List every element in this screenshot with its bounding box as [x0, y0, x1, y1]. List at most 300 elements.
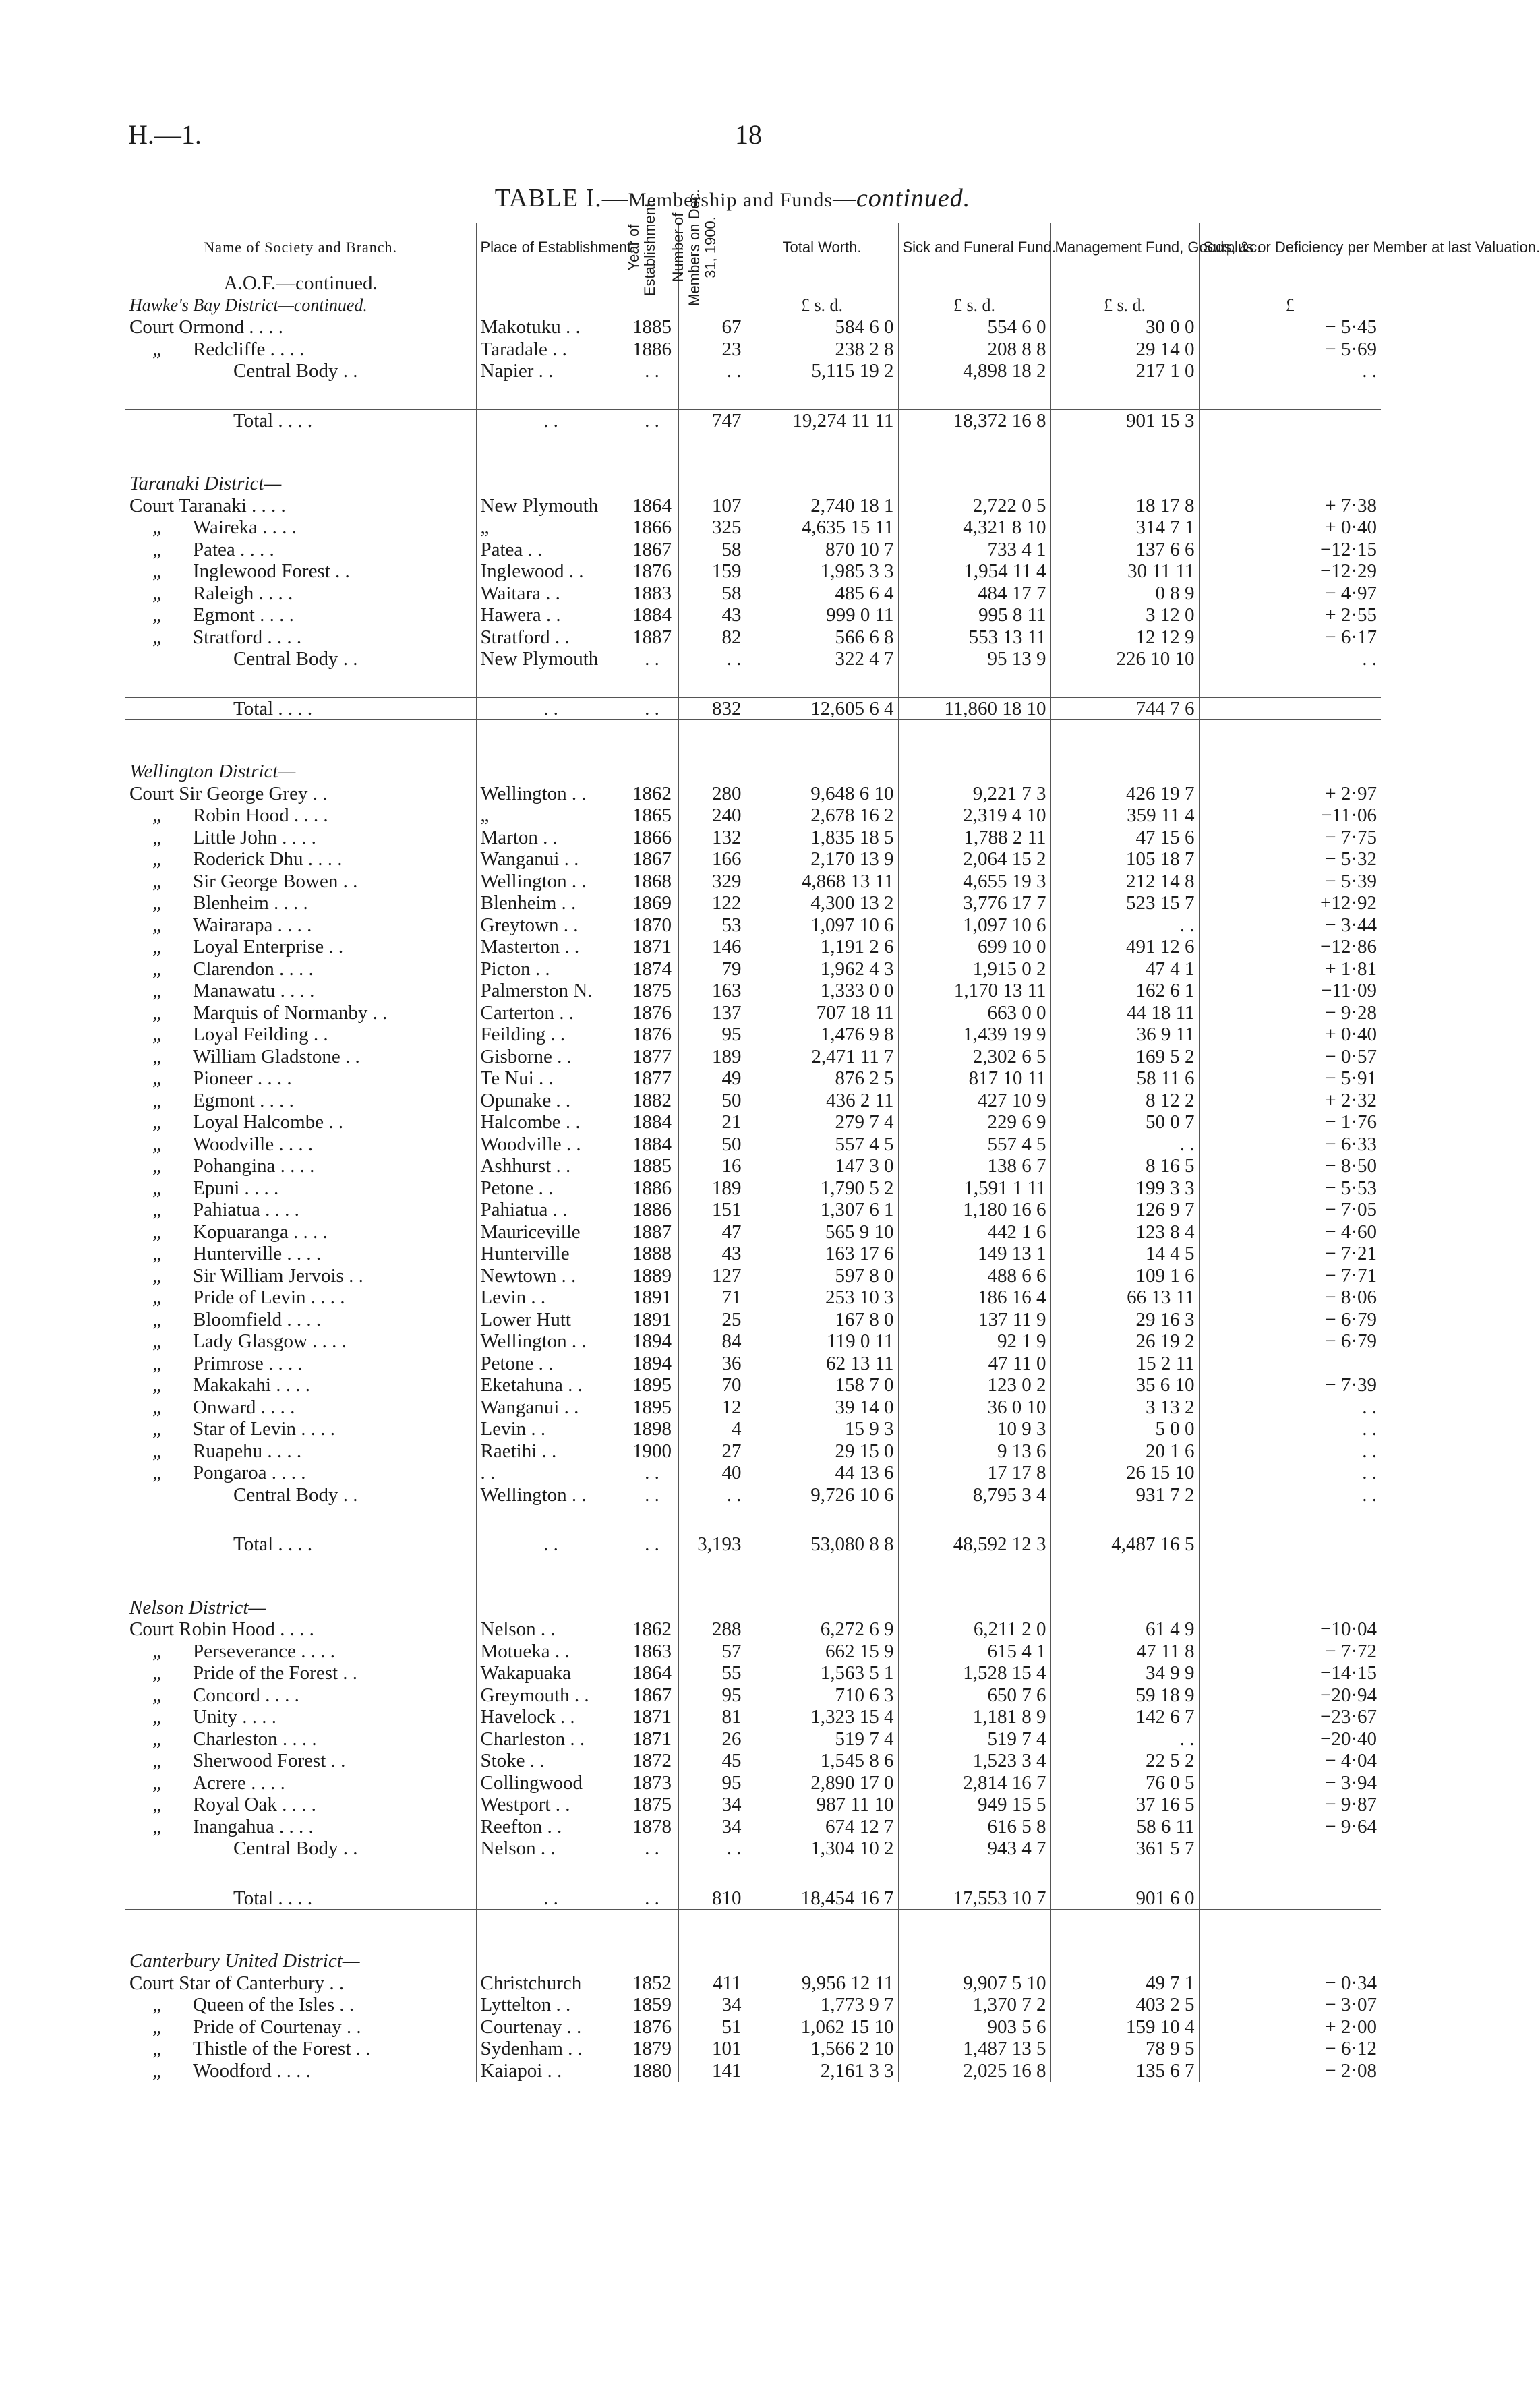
- table-row: [125, 1046, 1381, 1068]
- ditto-mark: „: [152, 1199, 164, 1221]
- total-worth-cell: 2,678 16 2: [746, 804, 898, 827]
- members-cell: 137: [678, 1002, 746, 1024]
- total-worth-cell: 1,962 4 3: [746, 958, 898, 980]
- branch-label: Court Robin Hood . . . .: [129, 1618, 314, 1640]
- blank-cell: [125, 1910, 476, 1951]
- management-cell: 137 6 6: [1050, 539, 1199, 561]
- total-worth-cell: 279 7 4: [746, 1111, 898, 1134]
- management-cell: 4,487 16 5: [1050, 1533, 1199, 1556]
- management-cell: 359 11 4: [1050, 804, 1199, 827]
- year-cell: 1891: [626, 1309, 678, 1331]
- blank-cell: [1050, 382, 1199, 410]
- table-row: [125, 560, 1381, 583]
- ditto-mark: „: [152, 1684, 164, 1706]
- year-cell: 1867: [626, 848, 678, 871]
- table-row: [125, 1111, 1381, 1134]
- branch-label: Charleston . . . .: [193, 1728, 317, 1750]
- sick-funeral-cell: 733 4 1: [898, 539, 1050, 561]
- ditto-mark: „: [152, 582, 164, 604]
- total-label: Total . . . .: [125, 1533, 476, 1556]
- management-cell: 18 17 8: [1050, 495, 1199, 517]
- total-worth-cell: 707 18 11: [746, 1002, 898, 1024]
- table-row: [125, 1484, 1381, 1506]
- sick-funeral-cell: 208 8 8: [898, 339, 1050, 361]
- district-row: [125, 1950, 1381, 1972]
- table-row: [125, 892, 1381, 914]
- year-cell: 1875: [626, 980, 678, 1002]
- col-members-text: Number of Members on Dec. 31, 1900.: [669, 189, 719, 306]
- blank-cell: [678, 1910, 746, 1951]
- members-cell: 325: [678, 517, 746, 539]
- year-cell: 1859: [626, 1994, 678, 2016]
- place-cell: Wellington . .: [476, 1484, 626, 1506]
- col-surplus-header: Surplus or Deficiency per Member at last Valuation.: [1199, 223, 1381, 272]
- ditto-mark: „: [152, 826, 164, 848]
- branch-name: [125, 1706, 476, 1728]
- branch-label: Pongaroa . . . .: [193, 1462, 306, 1483]
- year-cell: 1886: [626, 1177, 678, 1200]
- table-row: [125, 936, 1381, 958]
- sick-funeral-cell: 1,591 1 11: [898, 1177, 1050, 1200]
- place-cell: Christchurch: [476, 1972, 626, 1995]
- blank-cell: [125, 1860, 476, 1887]
- place-cell: Charleston . .: [476, 1728, 626, 1751]
- management-cell: 426 19 7: [1050, 783, 1199, 805]
- blank-cell: [626, 432, 678, 473]
- branch-name: [125, 1418, 476, 1440]
- branch-name: [125, 1090, 476, 1112]
- money-units: [898, 1597, 1050, 1619]
- money-units: [1050, 473, 1199, 495]
- total-label: Total . . . .: [125, 697, 476, 720]
- place-cell: Eketahuna . .: [476, 1374, 626, 1397]
- branch-label: Waireka . . . .: [193, 517, 297, 538]
- members-cell: 747: [678, 409, 746, 432]
- surplus-cell: + 2·00: [1199, 2016, 1381, 2038]
- sick-funeral-cell: 1,523 3 4: [898, 1750, 1050, 1772]
- ditto-mark: „: [152, 1287, 164, 1308]
- surplus-cell: − 7·75: [1199, 827, 1381, 849]
- spacer-row: [125, 670, 1381, 698]
- table-row: [125, 1353, 1381, 1375]
- management-cell: 5 0 0: [1050, 1418, 1199, 1440]
- branch-name: [125, 1440, 476, 1463]
- total-worth-cell: 238 2 8: [746, 339, 898, 361]
- branch-name: [125, 539, 476, 561]
- members-cell: 43: [678, 1243, 746, 1265]
- sick-funeral-cell: 943 4 7: [898, 1838, 1050, 1860]
- management-cell: 162 6 1: [1050, 980, 1199, 1002]
- total-worth-cell: 29 15 0: [746, 1440, 898, 1463]
- blank-cell: [476, 432, 626, 473]
- members-cell: 189: [678, 1046, 746, 1068]
- year-cell: 1900: [626, 1440, 678, 1463]
- sick-funeral-cell: 4,655 19 3: [898, 871, 1050, 893]
- surplus-cell: + 2·97: [1199, 783, 1381, 805]
- sick-funeral-cell: 427 10 9: [898, 1090, 1050, 1112]
- place-cell: Woodville . .: [476, 1134, 626, 1156]
- branch-name: [125, 316, 476, 339]
- branch-label: Woodville . . . .: [193, 1133, 314, 1155]
- management-cell: 159 10 4: [1050, 2016, 1199, 2038]
- place-cell: Makotuku . .: [476, 316, 626, 339]
- year-cell: 1889: [626, 1265, 678, 1287]
- management-cell: 314 7 1: [1050, 517, 1199, 539]
- place-cell: Gisborne . .: [476, 1046, 626, 1068]
- blank-cell: [1199, 382, 1381, 410]
- members-cell: 26: [678, 1728, 746, 1751]
- branch-name: [125, 1994, 476, 2016]
- year-cell: 1886: [626, 1199, 678, 1221]
- sick-funeral-cell: 1,097 10 6: [898, 914, 1050, 937]
- management-cell: 49 7 1: [1050, 1972, 1199, 1995]
- place-cell: . .: [476, 1887, 626, 1910]
- blank-cell: [476, 1860, 626, 1887]
- management-cell: 58 6 11: [1050, 1816, 1199, 1838]
- surplus-cell: [1199, 409, 1381, 432]
- total-worth-cell: 1,563 5 1: [746, 1662, 898, 1684]
- surplus-cell: −12·15: [1199, 539, 1381, 561]
- table-row: [125, 626, 1381, 649]
- surplus-cell: [1199, 1533, 1381, 1556]
- place-cell: Greytown . .: [476, 914, 626, 937]
- sick-funeral-cell: 95 13 9: [898, 648, 1050, 670]
- place-cell: Blenheim . .: [476, 892, 626, 914]
- members-cell: . .: [678, 1484, 746, 1506]
- total-worth-cell: 1,097 10 6: [746, 914, 898, 937]
- total-worth-cell: 662 15 9: [746, 1641, 898, 1663]
- management-cell: 361 5 7: [1050, 1838, 1199, 1860]
- members-cell: 127: [678, 1265, 746, 1287]
- table-row: [125, 1972, 1381, 1995]
- year-cell: 1866: [626, 827, 678, 849]
- total-row: [125, 697, 1381, 720]
- branch-label: Thistle of the Forest . .: [193, 2038, 371, 2059]
- surplus-cell: . .: [1199, 1462, 1381, 1484]
- management-cell: 403 2 5: [1050, 1994, 1199, 2016]
- branch-name: [125, 1794, 476, 1816]
- surplus-cell: + 2·32: [1199, 1090, 1381, 1112]
- blank-cell: [1199, 272, 1381, 295]
- place-cell: Levin . .: [476, 1287, 626, 1309]
- surplus-cell: − 3·07: [1199, 1994, 1381, 2016]
- year-cell: 1878: [626, 1816, 678, 1838]
- blank-cell: [626, 1506, 678, 1533]
- money-units: [746, 1950, 898, 1972]
- sick-funeral-cell: 2,319 4 10: [898, 804, 1050, 827]
- blank-cell: [125, 670, 476, 698]
- money-units: [746, 1597, 898, 1619]
- year-cell: . .: [626, 409, 678, 432]
- surplus-cell: −12·86: [1199, 936, 1381, 958]
- members-cell: 81: [678, 1706, 746, 1728]
- place-cell: . .: [476, 1462, 626, 1484]
- branch-name: [125, 1728, 476, 1751]
- table-row: [125, 1706, 1381, 1728]
- table-body: [125, 272, 1381, 2082]
- branch-label: Ruapehu . . . .: [193, 1440, 302, 1462]
- place-cell: „: [476, 804, 626, 827]
- total-worth-cell: 1,062 15 10: [746, 2016, 898, 2038]
- money-units: [746, 761, 898, 783]
- surplus-cell: − 4·04: [1199, 1750, 1381, 1772]
- section-gap: [125, 432, 1381, 473]
- page-number: 18: [735, 119, 762, 150]
- management-cell: 26 15 10: [1050, 1462, 1199, 1484]
- year-cell: 1898: [626, 1418, 678, 1440]
- ditto-mark: „: [152, 1994, 164, 2016]
- total-row: [125, 1533, 1381, 1556]
- blank-cell: [626, 1910, 678, 1951]
- table-row: [125, 1838, 1381, 1860]
- ditto-mark: „: [152, 1111, 164, 1133]
- money-units: £ s. d.: [898, 295, 1050, 317]
- place-cell: Palmerston N.: [476, 980, 626, 1002]
- year-cell: 1883: [626, 583, 678, 605]
- blank-cell: [125, 720, 476, 761]
- branch-name: [125, 1838, 476, 1860]
- members-cell: 95: [678, 1772, 746, 1794]
- surplus-cell: − 7·05: [1199, 1199, 1381, 1221]
- total-worth-cell: 870 10 7: [746, 539, 898, 561]
- members-cell: 34: [678, 1816, 746, 1838]
- section-gap: [125, 1556, 1381, 1597]
- year-cell: . .: [626, 1533, 678, 1556]
- surplus-cell: − 3·94: [1199, 1772, 1381, 1794]
- branch-name: [125, 1002, 476, 1024]
- year-cell: 1863: [626, 1641, 678, 1663]
- sick-funeral-cell: 488 6 6: [898, 1265, 1050, 1287]
- blank-cell: [1050, 1860, 1199, 1887]
- members-cell: 832: [678, 697, 746, 720]
- sick-funeral-cell: 229 6 9: [898, 1111, 1050, 1134]
- year-cell: 1862: [626, 783, 678, 805]
- sick-funeral-cell: 616 5 8: [898, 1816, 1050, 1838]
- surplus-cell: [1199, 1353, 1381, 1375]
- year-cell: 1895: [626, 1397, 678, 1419]
- blank-cell: [898, 1556, 1050, 1597]
- branch-name: [125, 1177, 476, 1200]
- members-cell: 280: [678, 783, 746, 805]
- surplus-cell: −11·06: [1199, 804, 1381, 827]
- surplus-cell: − 6·79: [1199, 1330, 1381, 1353]
- sick-funeral-cell: 949 15 5: [898, 1794, 1050, 1816]
- surplus-cell: − 1·76: [1199, 1111, 1381, 1134]
- total-worth-cell: 1,191 2 6: [746, 936, 898, 958]
- sick-funeral-cell: 1,487 13 5: [898, 2038, 1050, 2060]
- table-row: [125, 2016, 1381, 2038]
- members-cell: 16: [678, 1155, 746, 1177]
- members-cell: . .: [678, 1838, 746, 1860]
- management-cell: 135 6 7: [1050, 2060, 1199, 2082]
- place-cell: New Plymouth: [476, 648, 626, 670]
- surplus-cell: . .: [1199, 1397, 1381, 1419]
- total-worth-cell: 674 12 7: [746, 1816, 898, 1838]
- blank-cell: [626, 761, 678, 783]
- branch-label: Redcliffe . . . .: [193, 338, 305, 360]
- total-worth-cell: 1,323 15 4: [746, 1706, 898, 1728]
- management-cell: 0 8 9: [1050, 583, 1199, 605]
- table-row: [125, 1728, 1381, 1751]
- branch-name: [125, 1243, 476, 1265]
- branch-label: Woodford . . . .: [193, 2059, 311, 2082]
- sick-funeral-cell: 553 13 11: [898, 626, 1050, 649]
- year-cell: 1872: [626, 1750, 678, 1772]
- management-cell: 8 12 2: [1050, 1090, 1199, 1112]
- management-cell: 3 12 0: [1050, 604, 1199, 626]
- year-cell: 1852: [626, 1972, 678, 1995]
- sick-funeral-cell: 615 4 1: [898, 1641, 1050, 1663]
- sick-funeral-cell: 650 7 6: [898, 1684, 1050, 1707]
- col-management-header: Management Fund, Goods, &c.: [1050, 223, 1199, 272]
- blank-cell: [476, 1910, 626, 1951]
- sick-funeral-cell: 1,528 15 4: [898, 1662, 1050, 1684]
- total-worth-cell: 2,161 3 3: [746, 2060, 898, 2082]
- year-cell: 1864: [626, 1662, 678, 1684]
- year-cell: 1886: [626, 339, 678, 361]
- table-row: [125, 1618, 1381, 1641]
- branch-label: Pahiatua . . . .: [193, 1199, 299, 1221]
- surplus-cell: − 5·32: [1199, 848, 1381, 871]
- surplus-cell: − 8·06: [1199, 1287, 1381, 1309]
- surplus-cell: − 9·28: [1199, 1002, 1381, 1024]
- sick-funeral-cell: 995 8 11: [898, 604, 1050, 626]
- ditto-mark: „: [152, 1750, 164, 1771]
- total-worth-cell: 167 8 0: [746, 1309, 898, 1331]
- spacer-row: [125, 382, 1381, 410]
- blank-cell: [898, 272, 1050, 295]
- page-reference: H.—1.: [128, 119, 202, 150]
- branch-name: [125, 2038, 476, 2060]
- surplus-cell: −20·40: [1199, 1728, 1381, 1751]
- district-heading: Hawke's Bay District—continued.: [129, 295, 367, 315]
- ditto-mark: „: [152, 1155, 164, 1177]
- branch-name: [125, 892, 476, 914]
- branch-label: Kopuaranga . . . .: [193, 1221, 328, 1243]
- blank-cell: [1050, 1556, 1199, 1597]
- branch-label: Raleigh . . . .: [193, 582, 293, 604]
- sick-funeral-cell: 903 5 6: [898, 2016, 1050, 2038]
- blank-cell: [678, 1597, 746, 1619]
- ditto-mark: „: [152, 338, 164, 360]
- year-cell: 1885: [626, 1155, 678, 1177]
- ditto-mark: „: [152, 870, 164, 892]
- ditto-mark: „: [152, 1264, 164, 1287]
- surplus-cell: − 4·60: [1199, 1221, 1381, 1243]
- table-row: [125, 1199, 1381, 1221]
- table-row: [125, 1265, 1381, 1287]
- place-cell: Reefton . .: [476, 1816, 626, 1838]
- management-cell: 26 19 2: [1050, 1330, 1199, 1353]
- blank-cell: [626, 473, 678, 495]
- place-cell: Napier . .: [476, 360, 626, 382]
- branch-label: Court Star of Canterbury . .: [129, 1972, 345, 1994]
- surplus-cell: − 5·39: [1199, 871, 1381, 893]
- branch-label: Bloomfield . . . .: [193, 1308, 322, 1330]
- blank-cell: [898, 670, 1050, 698]
- sick-funeral-cell: 36 0 10: [898, 1397, 1050, 1419]
- branch-label: Wairarapa . . . .: [193, 914, 312, 936]
- surplus-cell: − 4·97: [1199, 583, 1381, 605]
- blank-cell: [678, 432, 746, 473]
- year-cell: 1874: [626, 958, 678, 980]
- blank-cell: [678, 1950, 746, 1972]
- district-heading: Taranaki District—: [129, 473, 282, 494]
- year-cell: . .: [626, 697, 678, 720]
- ditto-mark: „: [152, 1815, 164, 1838]
- total-row: [125, 1887, 1381, 1910]
- ditto-mark: „: [152, 1024, 164, 1045]
- sick-funeral-cell: 4,321 8 10: [898, 517, 1050, 539]
- place-cell: Halcombe . .: [476, 1111, 626, 1134]
- management-cell: 15 2 11: [1050, 1353, 1199, 1375]
- district-heading: Wellington District—: [129, 761, 296, 782]
- branch-name: [125, 1750, 476, 1772]
- blank-cell: [746, 670, 898, 698]
- total-worth-cell: 1,566 2 10: [746, 2038, 898, 2060]
- year-cell: 1884: [626, 1111, 678, 1134]
- branch-label: Royal Oak . . . .: [193, 1794, 316, 1815]
- management-cell: 47 4 1: [1050, 958, 1199, 980]
- members-cell: 166: [678, 848, 746, 871]
- surplus-cell: . .: [1199, 360, 1381, 382]
- branch-label: Pohangina . . . .: [193, 1155, 315, 1177]
- total-worth-cell: 253 10 3: [746, 1287, 898, 1309]
- total-worth-cell: 1,773 9 7: [746, 1994, 898, 2016]
- ditto-mark: „: [152, 1221, 164, 1243]
- section-title: A.O.F.—continued.: [223, 272, 378, 294]
- total-worth-cell: 1,545 8 6: [746, 1750, 898, 1772]
- place-cell: Stratford . .: [476, 626, 626, 649]
- members-cell: 3,193: [678, 1533, 746, 1556]
- management-cell: 901 15 3: [1050, 409, 1199, 432]
- total-worth-cell: 597 8 0: [746, 1265, 898, 1287]
- blank-cell: [1050, 1910, 1199, 1951]
- management-cell: 123 8 4: [1050, 1221, 1199, 1243]
- ditto-mark: „: [152, 2059, 164, 2082]
- surplus-cell: − 0·34: [1199, 1972, 1381, 1995]
- branch-name: [125, 583, 476, 605]
- sick-funeral-cell: 10 9 3: [898, 1418, 1050, 1440]
- blank-cell: [898, 1506, 1050, 1533]
- ditto-mark: „: [152, 1418, 164, 1440]
- table-row: [125, 2038, 1381, 2060]
- blank-cell: [678, 473, 746, 495]
- branch-label: Stratford . . . .: [193, 626, 302, 648]
- place-cell: Wakapuaka: [476, 1662, 626, 1684]
- branch-name: [125, 604, 476, 626]
- district-row: [125, 1597, 1381, 1619]
- blank-cell: [678, 382, 746, 410]
- sick-funeral-cell: 2,064 15 2: [898, 848, 1050, 871]
- branch-label: Little John . . . .: [193, 826, 316, 848]
- district-row: [125, 761, 1381, 783]
- members-cell: 50: [678, 1090, 746, 1112]
- branch-label: Central Body . .: [233, 648, 358, 670]
- ditto-mark: „: [152, 1308, 164, 1330]
- year-cell: 1870: [626, 914, 678, 937]
- total-worth-cell: 876 2 5: [746, 1067, 898, 1090]
- place-cell: Wanganui . .: [476, 848, 626, 871]
- table-row: [125, 848, 1381, 871]
- sick-funeral-cell: 484 17 7: [898, 583, 1050, 605]
- ditto-mark: „: [152, 538, 164, 560]
- branch-label: Perseverance . . . .: [193, 1640, 335, 1662]
- members-cell: 82: [678, 626, 746, 649]
- year-cell: 1882: [626, 1090, 678, 1112]
- members-cell: 58: [678, 583, 746, 605]
- place-cell: New Plymouth: [476, 495, 626, 517]
